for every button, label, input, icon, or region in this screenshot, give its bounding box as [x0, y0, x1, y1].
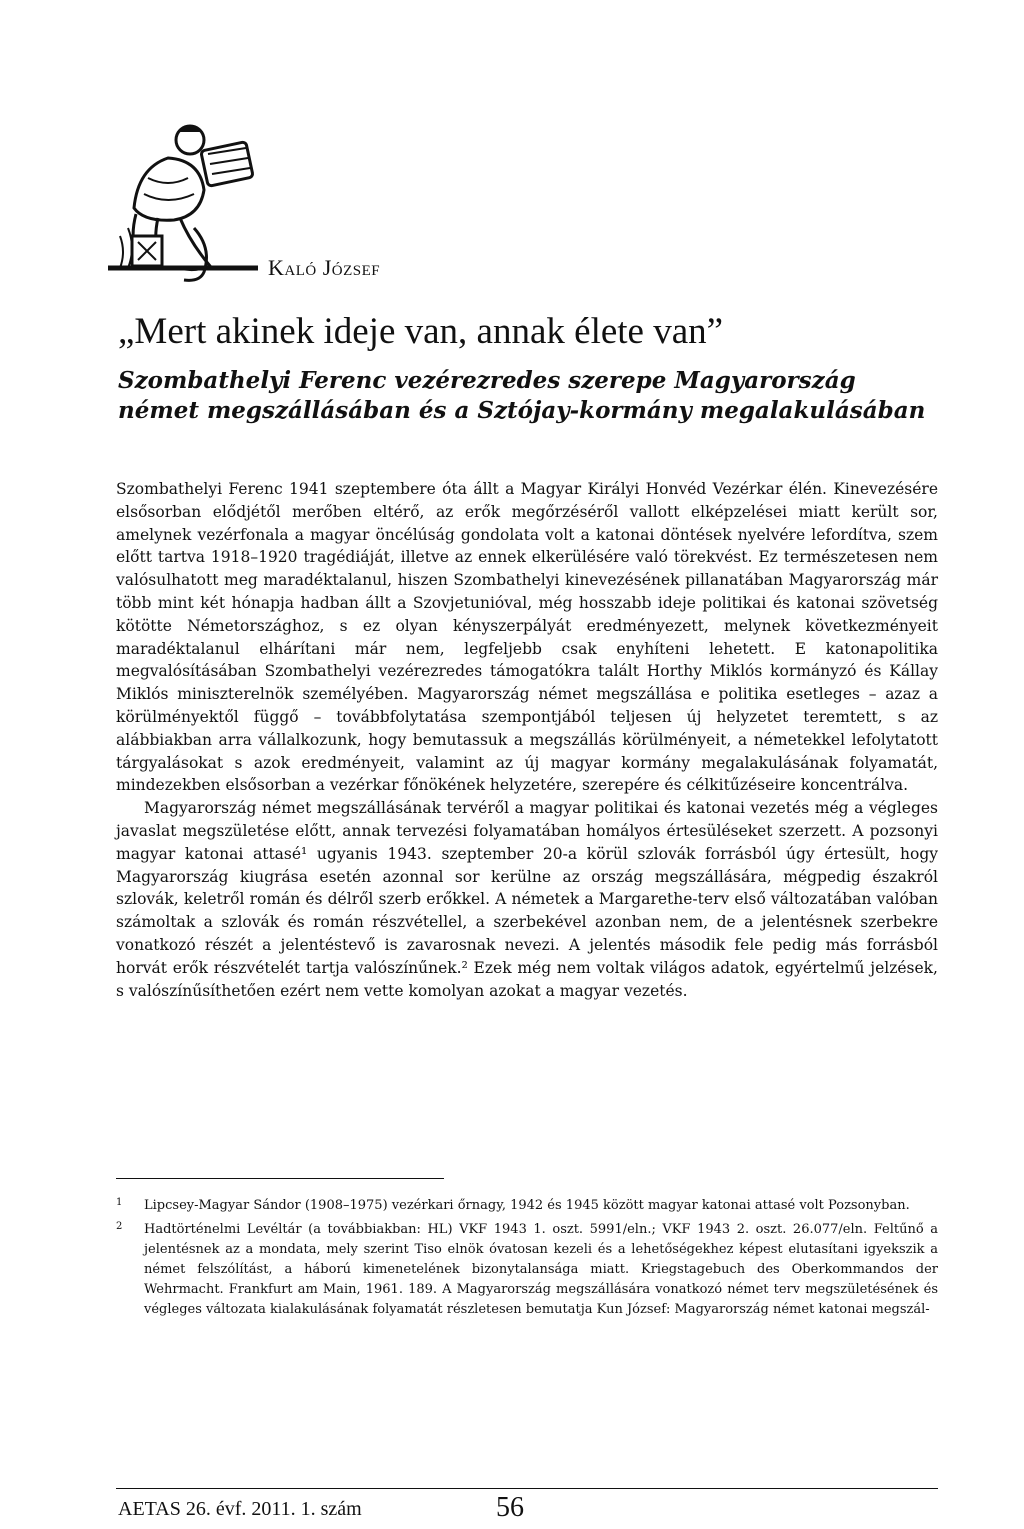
footnote-number: 1: [116, 1197, 123, 1208]
bagpiper-illustration: [108, 118, 258, 288]
article-subtitle: [118, 366, 926, 426]
paragraph-2: Magyarország német megszállásának tervéről a magyar politikai és katonai vezetés még a végleges javaslat megszületése előtt, annak tervezési folyamatában homályos értesüléseket szerzett. A pozsonyi magyar katonai attasé¹ ugyanis 1943. szeptember 20-a körül szlovák forrásból úgy értesült, hogy Magyarország kiugrása esetén azonnal sor kerülne az ország megszállására, mégpedig északról szlovák, keletről román és délről szerb erőkkel. A németek a Margarethe-terv első változatában valóban számoltak a szlovák és román részvétellel, a szerbekével azonban nem, de a jelentésnek szerbekre vonatkozó részét a jelentéstevő is zavarosnak nevezi. A jelentés második fele pedig más forrásból horvát erők részvételét tartja valószínűnek.² Ezek még nem voltak világos adatok, egyértelmű jelzések, s valószínűsíthetően ezért nem vette komolyan azokat a magyar vezetés.: [116, 799, 938, 1000]
footnotes: [116, 1196, 938, 1324]
article-title: „Mert akinek ideje van, annak élete van”: [118, 311, 724, 352]
footer-divider: [116, 1488, 938, 1489]
page-number: 56: [496, 1492, 524, 1523]
footnote-divider: [116, 1178, 444, 1179]
footnote-number: 2: [116, 1221, 123, 1232]
journal-citation: AETAS 26. évf. 2011. 1. szám: [118, 1498, 362, 1520]
author-name: Kaló József: [268, 255, 381, 280]
paragraph-1: Szombathelyi Ferenc 1941 szeptembere óta állt a Magyar Királyi Honvéd Vezérkar élén. Kinevezésére elsősorban elődjétől merőben eltérő, az erők megőrzéséről vallott elképzelései miatt került sor, amelynek vezérfonala a magyar öncélúság gondolata volt a katonai döntések nyelvére lefordítva, szem előtt tartva 1918–1920 tragédiáját, illetve az ennek elkerülésére való törekvést. Ez természetesen nem valósulhatott meg maradéktalanul, hiszen Szombathelyi kinevezésének pillanatában Magyarország már több mint két hónapja hadban állt a Szovjetunióval, még hosszabb ideje politikai és katonai szövetség kötötte Németországhoz, s ez olyan kényszerpályát eredményezett, melynek következményeit maradéktalanul elhárítani már nem, legfeljebb csak enyhíteni lehetett. E katonapolitika megvalósításában Szombathelyi vezérezredes támogatókra talált Horthy Miklós kormányzó és Kállay Miklós miniszterelnök személyében. Magyarország német megszállása e politika esetleges – azaz a körülményektől függő – továbbfolytatása szempontjából teljesen új helyzetet teremtett, s az alábbiakban arra vállalkozunk, hogy bemutassuk a megszállás körülményeit, a németekkel lefolytatott tárgyalásokat s azok eredményeit, valamint az új magyar kormány megalakulásának folyamatát, mindezekben elsősorban a vezérkar főnökének helyzetére, szerepére és célkitűzéseire koncentrálva.: [116, 480, 938, 795]
footnote-text: Hadtörténelmi Levéltár (a továbbiakban: HL) VKF 1943 1. oszt. 5991/eln.; VKF 1943 2. oszt. 26.077/eln. Feltűnő a jelentésnek az a mondata, mely szerint Tiso elnök óvatosan kezeli és a lehetőségekhez képest elutasítani igyekszik a német felszólítást, a háború kimenetelének bizonytalansága miatt. Kriegstagebuch des Oberkommandos der Wehrmacht. Frankfurt am Main, 1961. 189. A Magyarország megszállására vonatkozó német terv megszületésének és végleges változata kialakulásának folyamatát részletesen bemutatja Kun József: Magyarország német katonai megszál-: [144, 1222, 938, 1317]
subtitle-line-2: német megszállásában és a Sztójay-kormány megalakulásában: [118, 397, 926, 424]
footnote-1: [116, 1196, 938, 1216]
footnote-2: [116, 1220, 938, 1320]
article-body: [116, 478, 938, 1002]
footnote-text: Lipcsey-Magyar Sándor (1908–1975) vezérkari őrnagy, 1942 és 1945 között magyar katonai attasé volt Pozsonyban.: [144, 1198, 910, 1213]
subtitle-line-1: Szombathelyi Ferenc vezérezredes szerepe Magyarország: [118, 367, 856, 394]
